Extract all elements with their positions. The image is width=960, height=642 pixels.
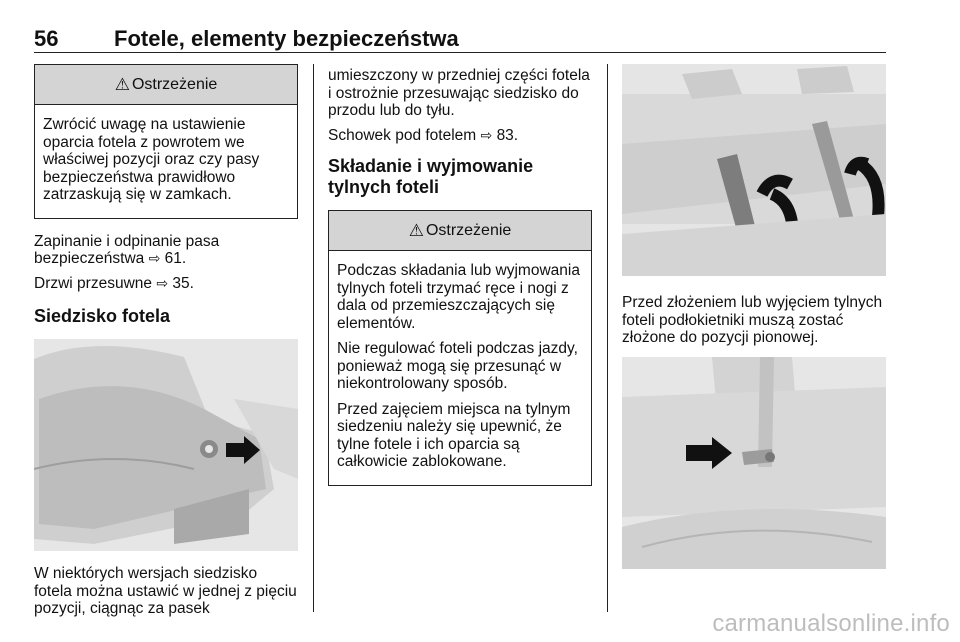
warning-text: Zwrócić uwagę na ustawienie oparcia fotela z powrotem we właściwej pozycji oraz czy pasy bezpieczeństwa prawidłowo zatrzaskują się w zamkach. xyxy=(43,116,260,203)
cross-reference-arrow-icon: ⇨ xyxy=(148,250,161,266)
paragraph-text: Drzwi przesuwne xyxy=(34,274,153,292)
cross-reference-link[interactable]: 35. xyxy=(172,274,194,292)
image-caption: W niektórych wersjach siedzisko fotela można ustawić w jednej z pięciu pozycji, ciągnąc za pasek xyxy=(34,565,297,617)
warning-text: Nie regulować foteli podczas jazdy, ponieważ mogą się przesunąć w niekontrolowany sposób. xyxy=(337,340,578,392)
armrest-folding-illustration xyxy=(622,357,886,569)
section-heading: Siedzisko fotela xyxy=(34,306,171,326)
warning-box xyxy=(328,210,592,486)
column-divider xyxy=(313,64,314,612)
column-divider xyxy=(607,64,608,612)
cross-reference-arrow-icon: ⇨ xyxy=(480,126,493,143)
image-caption: Przed złożeniem lub wyjęciem tylnych foteli podłokietniki muszą zostać złożone do pozycji pionowej. xyxy=(622,294,883,346)
paragraph xyxy=(328,127,592,145)
page-number: 56 xyxy=(34,26,59,51)
warning-header xyxy=(329,211,591,251)
section-heading: Składanie i wyjmowanie tylnych foteli xyxy=(328,156,534,197)
warning-text: Podczas składania lub wyjmowania tylnych foteli trzymać ręce i nogi z dala od przemieszczających się elementów. xyxy=(337,262,580,332)
paragraph: umieszczony w przedniej części fotela i ostrożnie przesuwając siedzisko do przodu lub do tyłu. xyxy=(328,67,590,119)
warning-box xyxy=(34,64,298,219)
page-title: Fotele, elementy bezpieczeństwa xyxy=(114,26,459,51)
warning-triangle-icon: ⚠ xyxy=(114,74,130,94)
rear-seats-folding-illustration xyxy=(622,64,886,276)
warning-title: Ostrzeżenie xyxy=(131,75,218,93)
column-3 xyxy=(622,64,886,569)
column-1 xyxy=(34,64,298,625)
footer-watermark: carmanualsonline.info xyxy=(712,610,950,637)
paragraph-text: Schowek pod fotelem xyxy=(328,126,477,144)
paragraph-text: Zapinanie i odpinanie pasa bezpieczeństwa xyxy=(34,232,220,267)
seat-cushion-illustration xyxy=(34,339,298,551)
paragraph xyxy=(34,275,298,293)
cross-reference-link[interactable]: 61. xyxy=(164,250,187,267)
cross-reference-arrow-icon: ⇨ xyxy=(156,274,169,291)
warning-text: Przed zajęciem miejsca na tylnym siedzeniu należy się upewnić, że tylne fotele i ich oparcia są całkowicie zablokowane. xyxy=(337,400,571,470)
page-header xyxy=(34,24,886,53)
warning-triangle-icon: ⚠ xyxy=(408,220,424,240)
warning-title: Ostrzeżenie xyxy=(425,221,512,239)
cross-reference-link[interactable]: 83. xyxy=(496,126,519,144)
column-2 xyxy=(328,67,592,486)
paragraph xyxy=(34,233,298,268)
warning-header xyxy=(35,65,297,105)
